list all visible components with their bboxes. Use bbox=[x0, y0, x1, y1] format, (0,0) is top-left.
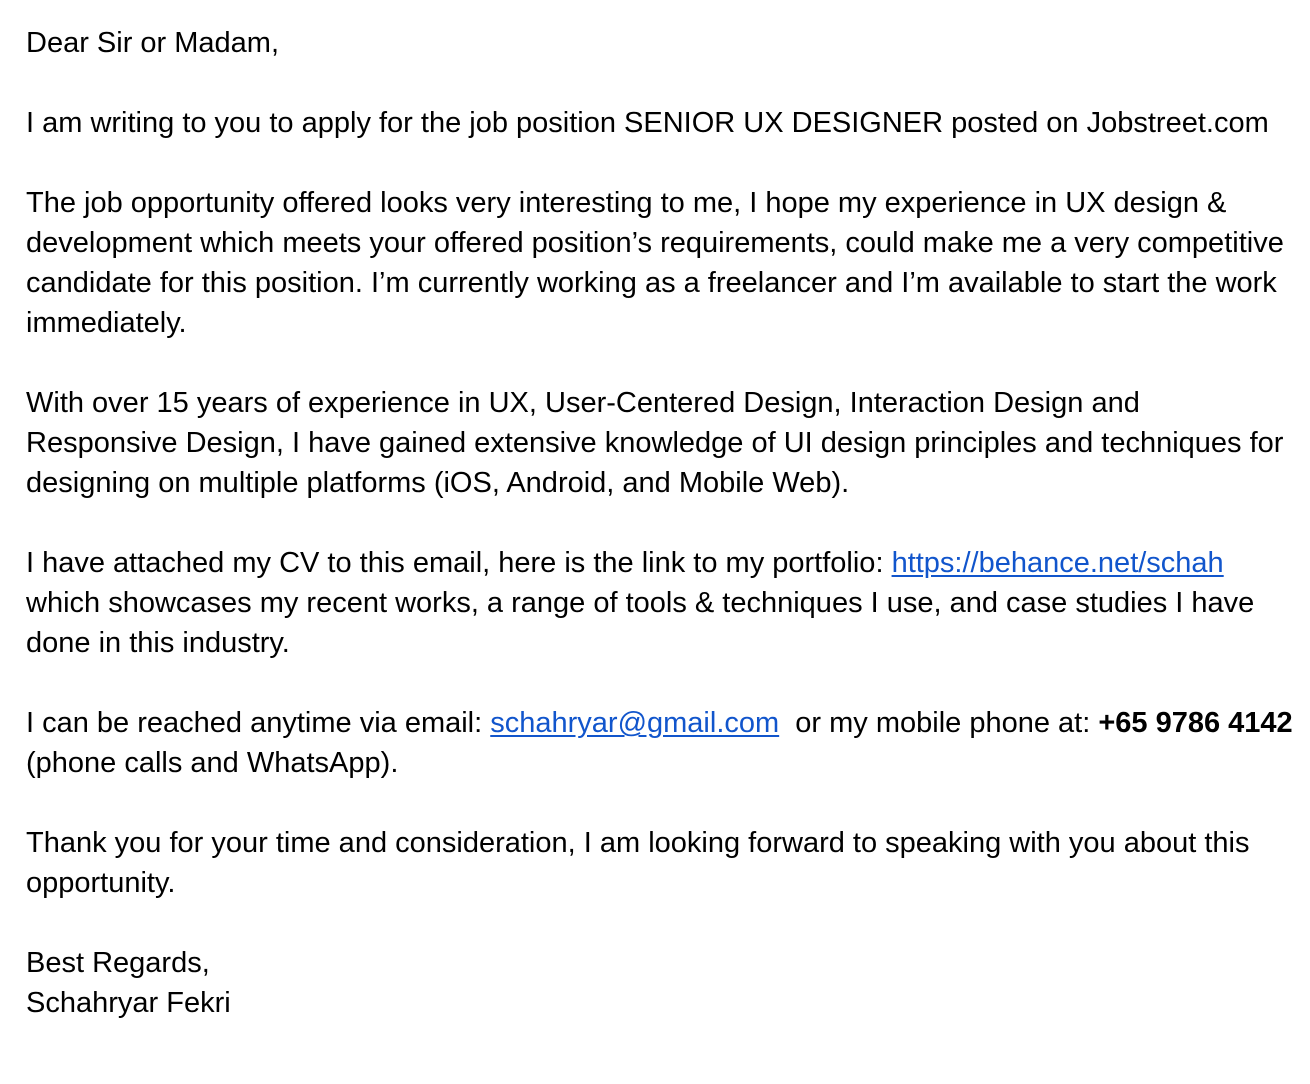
intro-paragraph: I am writing to you to apply for the job position SENIOR UX DESIGNER posted on Jobstreet.com bbox=[26, 107, 1269, 139]
greeting: Dear Sir or Madam, bbox=[26, 27, 280, 59]
contact-paragraph bbox=[26, 703, 1296, 783]
portfolio-paragraph bbox=[26, 543, 1296, 663]
signature: Schahryar Fekri bbox=[26, 987, 231, 1019]
portfolio-text-after: which showcases my recent works, a range of tools & techniques I use, and case studies I have done in this industry. bbox=[26, 587, 1255, 659]
experience-paragraph: With over 15 years of experience in UX, User-Centered Design, Interaction Design and Responsive Design, I have gained extensive knowledge of UI design principles and techniques for designing on multiple platforms (iOS, Android, and Mobile Web). bbox=[26, 387, 1284, 499]
thanks-paragraph: Thank you for your time and consideration, I am looking forward to speaking with you about this opportunity. bbox=[26, 827, 1250, 899]
portfolio-link[interactable]: https://behance.net/schah bbox=[891, 547, 1224, 579]
contact-text-after: (phone calls and WhatsApp). bbox=[26, 747, 399, 779]
closing: Best Regards, bbox=[26, 947, 210, 979]
interest-paragraph: The job opportunity offered looks very interesting to me, I hope my experience in UX design & development which meets your offered position’s requirements, could make me a very competitive candidate for this position. I’m currently working as a freelancer and I’m available to start the work immediately. bbox=[26, 187, 1284, 339]
contact-text-before: I can be reached anytime via email: bbox=[26, 707, 491, 739]
portfolio-text-before: I have attached my CV to this email, here is the link to my portfolio: bbox=[26, 547, 892, 579]
cover-letter bbox=[26, 23, 1296, 1023]
contact-text-middle: or my mobile phone at: bbox=[779, 707, 1099, 739]
email-link[interactable]: schahryar@gmail.com bbox=[490, 707, 780, 739]
phone-number: +65 9786 4142 bbox=[1098, 707, 1293, 739]
